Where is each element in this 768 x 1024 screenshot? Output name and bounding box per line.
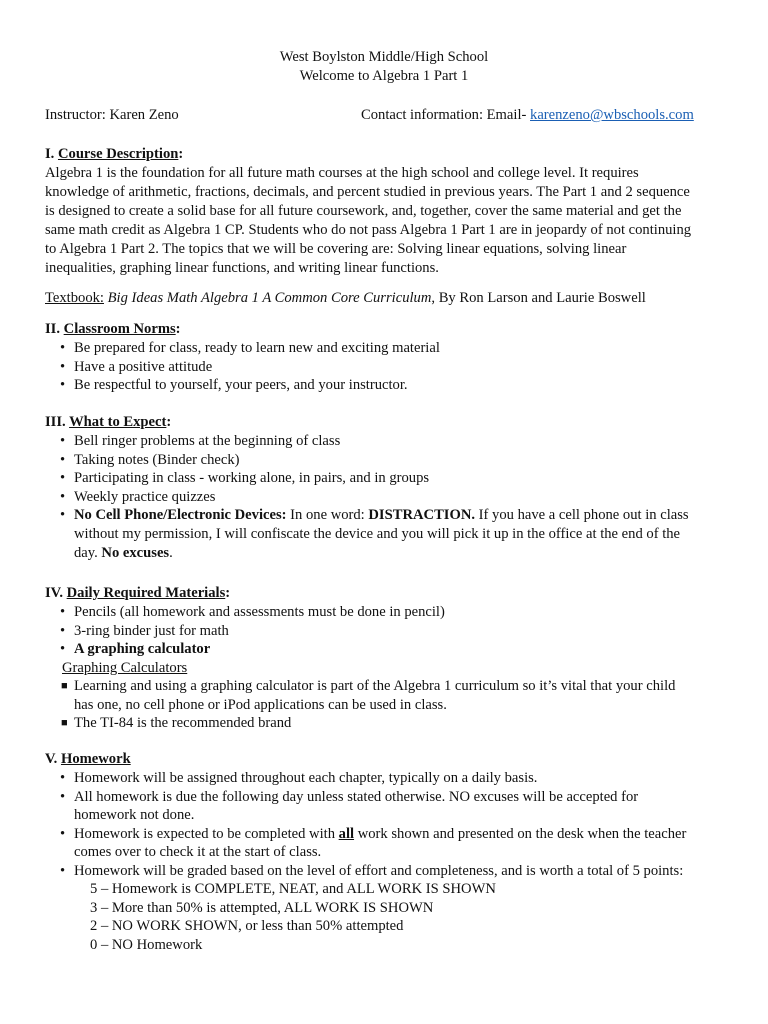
graphing-calculators-subheading: Graphing Calculators [62,660,188,676]
section-3-title: What to Expect [69,414,167,430]
section-4-number: IV. [45,585,67,601]
list-item: • Bell ringer problems at the beginning of class [60,433,341,449]
grade-row: 3 – More than 50% is attempted, ALL WORK IS SHOWN [90,899,434,916]
description-line: knowledge of arithmetic, fractions, decimals, and percent studied in previous years. The Part 1 and 2 sequence [45,184,690,200]
section-3-heading [45,413,171,432]
grade-row: 5 – Homework is COMPLETE, NEAT, and ALL WORK IS SHOWN [90,881,496,897]
list-item: • All homework is due the following day unless stated otherwise. NO excuses will be accepted for homework not done. [60,788,639,824]
grading-scale [45,880,496,954]
description-line: is designed to create a solid base for all future coursework, and, together, cover the same material and get the [45,203,682,219]
list-item: • Pencils (all homework and assessments must be done in pencil) [60,604,445,620]
section-4-colon: : [225,585,231,601]
list-item: • 3-ring binder just for math [60,622,229,639]
list-item: ■ The TI-84 is the recommended brand [61,715,292,732]
section-2-colon: : [175,321,181,337]
section-1-heading [45,145,183,164]
classroom-norms-list [45,339,730,395]
section-1-title: Course Description [57,146,179,162]
materials-list [45,603,730,659]
list-item: • A graphing calculator [60,641,211,658]
section-1-number: I. [45,146,58,162]
section-2-heading [45,320,181,339]
description-line: Algebra 1 is the foundation for all future math courses at the high school and college level. It requires [45,165,639,181]
cell-phone-policy: • No Cell Phone/Electronic Devices: In one word: DISTRACTION. If you have a cell phone out in class without my permission, I will confiscate the device and you will pick it up in the office at the end of the day. No excuses. [60,507,689,561]
contact-label: Contact information: Email- [361,107,531,123]
list-item: • Be prepared for class, ready to learn new and exciting material [60,340,440,356]
list-item: • Be respectful to yourself, your peers, and your instructor. [60,377,408,394]
course-welcome: Welcome to Algebra 1 Part 1 [299,68,469,84]
list-item: • Participating in class - working alone, in pairs, and in groups [60,470,430,487]
textbook-title: Big Ideas Math Algebra 1 A Common Core Curriculum [107,290,432,306]
description-line: to Algebra 1 Part 2. The topics that we will be covering are: Solving linear equations, solving linear [45,241,627,257]
list-item: • Weekly practice quizzes [60,488,216,505]
description-line: inequalities, graphing linear functions, and writing linear functions. [45,260,439,276]
section-1-colon: : [178,146,184,162]
email-link[interactable]: karenzeno@wbschools.com [530,107,694,123]
list-item: • Homework will be assigned throughout each chapter, typically on a daily basis. [60,770,538,786]
section-2-title: Classroom Norms [63,321,176,337]
section-5-heading [45,750,131,769]
list-item: • Homework is expected to be completed with all work shown and presented on the desk when the teacher comes over to check it at the start of class. [60,825,687,861]
textbook-line [45,289,646,308]
instructor-name: Instructor: Karen Zeno [45,107,179,123]
list-item: • Taking notes (Binder check) [60,451,240,468]
description-line: same math credit as Algebra 1 CP. Students who do not pass Algebra 1 Part 1 are in jeopardy of not continuing [45,222,692,238]
list-item: • Homework will be graded based on the level of effort and completeness, and is worth a total of 5 points: [60,862,684,879]
textbook-authors: , By Ron Larson and Laurie Boswell [431,290,646,306]
list-item: ■ Learning and using a graphing calculator is part of the Algebra 1 curriculum so it’s vital that your child has one, no cell phone or iPod applications can be used in class. [61,678,676,713]
what-to-expect-list [45,432,730,562]
contact-info [361,106,694,125]
grade-row: 2 – NO WORK SHOWN, or less than 50% attempted [90,918,404,935]
textbook-label: Textbook: [45,290,104,306]
section-5-number: V. [45,751,61,767]
section-3-colon: : [166,414,172,430]
list-item: • Have a positive attitude [60,358,213,375]
grade-row: 0 – NO Homework [90,936,203,953]
section-3-number: III. [45,414,70,430]
calculator-list [45,677,730,733]
section-5-title: Homework [60,751,131,767]
school-name: West Boylston Middle/High School [279,49,489,65]
section-4-heading [45,584,230,603]
section-2-number: II. [45,321,64,337]
homework-list [45,769,730,881]
section-4-title: Daily Required Materials [66,585,226,601]
